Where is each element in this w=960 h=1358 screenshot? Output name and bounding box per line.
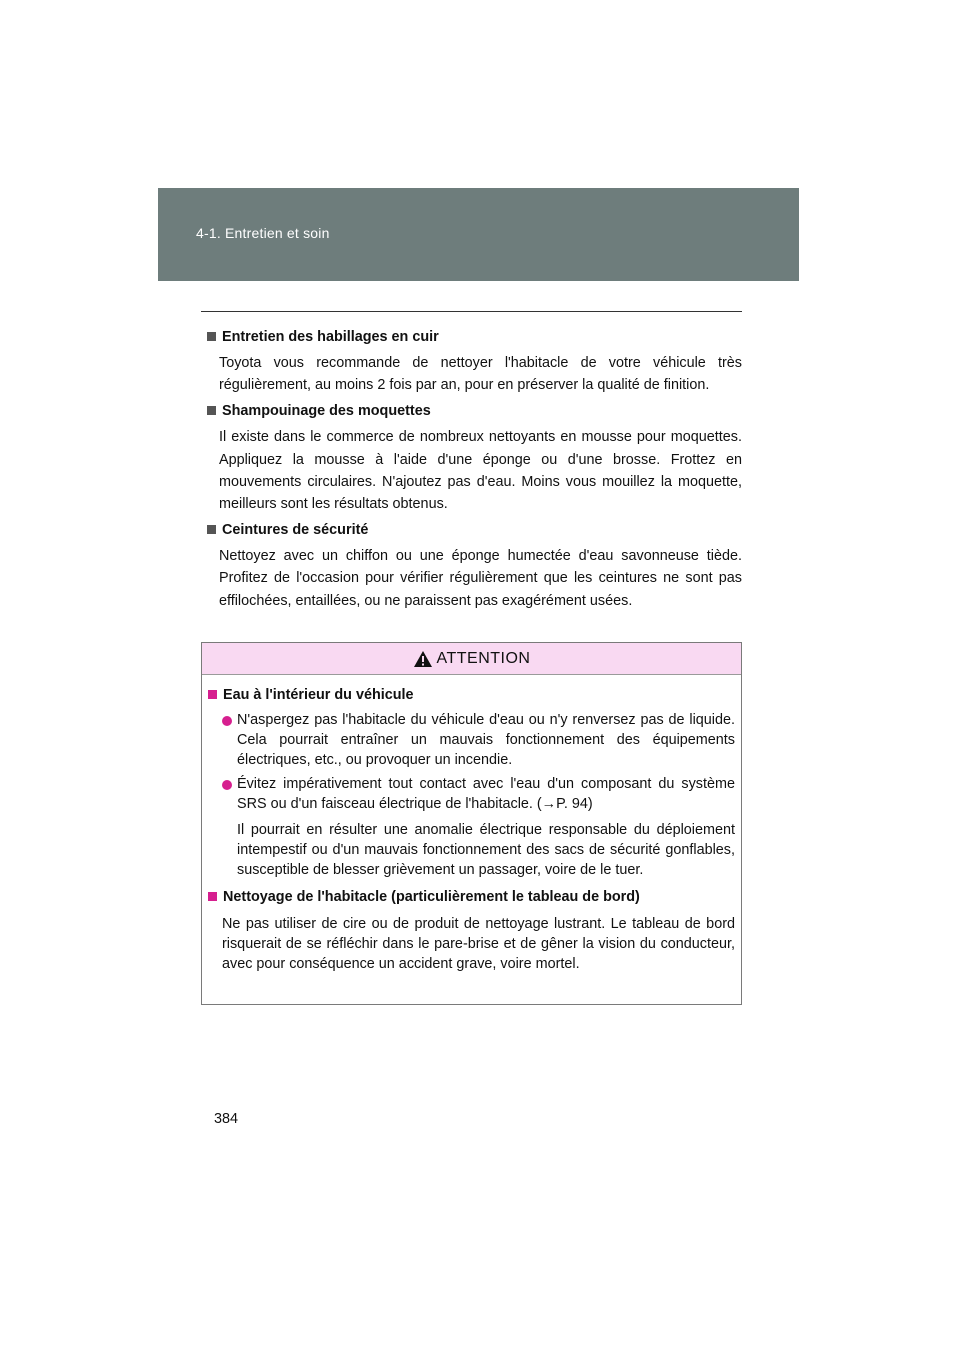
warning-section-title-text: Nettoyage de l'habitacle (particulièrement le tableau de bord) [223, 889, 640, 905]
item-seat-belts [201, 519, 742, 612]
warning-bullet [222, 710, 735, 770]
warning-bullet [222, 774, 735, 814]
warning-header [202, 643, 741, 675]
warning-triangle-icon [413, 650, 433, 668]
square-bullet-icon [208, 892, 217, 901]
bullet-text: Évitez impérativement tout contact avec l'eau d'un composant du système SRS ou d'un faisceau électrique de l'habitacle. (→P. 94) [237, 776, 735, 812]
warning-section-body: Ne pas utiliser de cire ou de produit de nettoyage lustrant. Le tableau de bord risquerait de se réfléchir dans le pare-brise et de gêner la vision du conducteur, avec pour conséquence un accident grave, voire mortel. [222, 916, 735, 972]
warning-section-title [208, 886, 735, 908]
square-bullet-icon [207, 525, 216, 534]
item-carpet-shampoo [201, 400, 742, 515]
item-body: Nettoyez avec un chiffon ou une éponge humectée d'eau savonneuse tiède. Profitez de l'occasion pour vérifier régulièrement que les ceintures ne sont pas effilochées, entaillées, ou ne paraissent pas exagérément usées. [219, 548, 742, 609]
page-number: 384 [214, 1111, 239, 1127]
section-label: 4-1. Entretien et soin [196, 225, 330, 241]
warning-box [201, 642, 742, 1005]
item-leather-care [201, 326, 742, 396]
bullet-followup-text: Il pourrait en résulter une anomalie électrique responsable du déploiement intempestif ou d'un mauvais fonctionnement des sacs de sécurité gonflables, susceptible de blesser grièvement un passager, voire de le tuer. [237, 822, 735, 878]
square-bullet-icon [207, 406, 216, 415]
square-bullet-icon [208, 690, 217, 699]
circle-bullet-icon [222, 780, 232, 790]
item-title: Entretien des habillages en cuir [222, 329, 439, 345]
square-bullet-icon [207, 332, 216, 341]
warning-section-title [208, 684, 735, 706]
section-header-band [158, 188, 799, 281]
item-body: Il existe dans le commerce de nombreux nettoyants en mousse pour moquettes. Appliquez la mousse à l'aide d'une éponge ou d'une brosse. Frottez en mouvements circulaires. N'ajoutez pas d'eau. Moins vous mouillez la moquette, meilleurs sont les résultats obtenus. [219, 429, 742, 513]
divider [201, 311, 742, 312]
main-content [201, 326, 742, 616]
warning-title: ATTENTION [436, 649, 531, 667]
item-title: Ceintures de sécurité [222, 522, 369, 539]
bullet-text: N'aspergez pas l'habitacle du véhicule d'eau ou n'y renversez pas de liquide. Cela pourrait entraîner un mauvais fonctionnement des équipements électriques, etc., ou provoquer un incendie. [237, 712, 735, 768]
warning-section-title-text: Eau à l'intérieur du véhicule [223, 687, 414, 703]
item-title: Shampouinage des moquettes [222, 403, 431, 420]
circle-bullet-icon [222, 716, 232, 726]
item-body: Toyota vous recommande de nettoyer l'habitacle de votre véhicule très régulièrement, au moins 2 fois par an, pour en préserver la qualité de finition. [219, 355, 742, 394]
